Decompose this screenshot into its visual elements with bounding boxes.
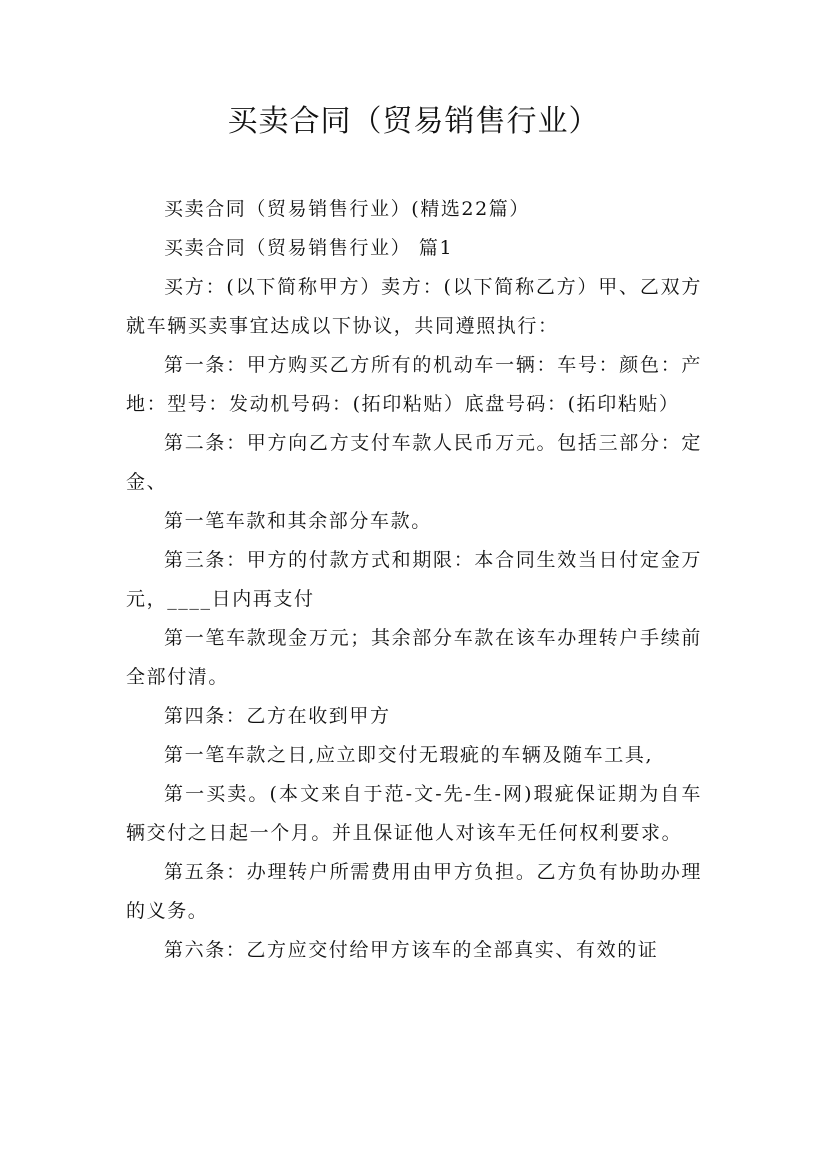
document-title: 买卖合同（贸易销售行业） [227,104,600,139]
paragraph-article-5: 第五条：办理转户所需费用由甲方负担。乙方负有协助办理的义务。 [126,861,702,922]
paragraph-section-heading: 买卖合同（贸易销售行业） 篇1 [164,237,454,259]
paragraph-article-2: 第二条：甲方向乙方支付车款人民币万元。包括三部分：定金、 [126,432,702,493]
paragraph-article-4-warranty: 第一买卖。(本文来自于范-文-先-生-网)瑕疵保证期为自车辆交付之日起一个月。并且保证他人对该车无任何权利要求。 [126,783,702,844]
paragraph-parties: 买方：(以下简称甲方）卖方：(以下简称乙方）甲、乙双方就车辆买卖事宜达成以下协议，共同遵照执行： [126,276,702,337]
paragraph-article-4-cont: 第一笔车款之日,应立即交付无瑕疵的车辆及随车工具, [164,744,654,766]
paragraph-article-3-cont: 第一笔车款现金万元；其余部分车款在该车办理转户手续前全部付清。 [126,627,702,688]
paragraph-article-2-cont: 第一笔车款和其余部分车款。 [164,510,432,532]
paragraph-article-1: 第一条：甲方购买乙方所有的机动车一辆：车号：颜色：产地：型号：发动机号码：(拓印粘贴）底盘号码：(拓印粘贴） [126,354,702,415]
document-body [126,190,702,970]
paragraph-article-3: 第三条：甲方的付款方式和期限：本合同生效当日付定金万元，____日内再支付 [126,549,702,610]
paragraph-collection-title: 买卖合同（贸易销售行业）(精选22篇） [164,198,530,220]
paragraph-article-4: 第四条：乙方在收到甲方 [164,705,391,727]
paragraph-article-6: 第六条：乙方应交付给甲方该车的全部真实、有效的证 [164,939,659,961]
